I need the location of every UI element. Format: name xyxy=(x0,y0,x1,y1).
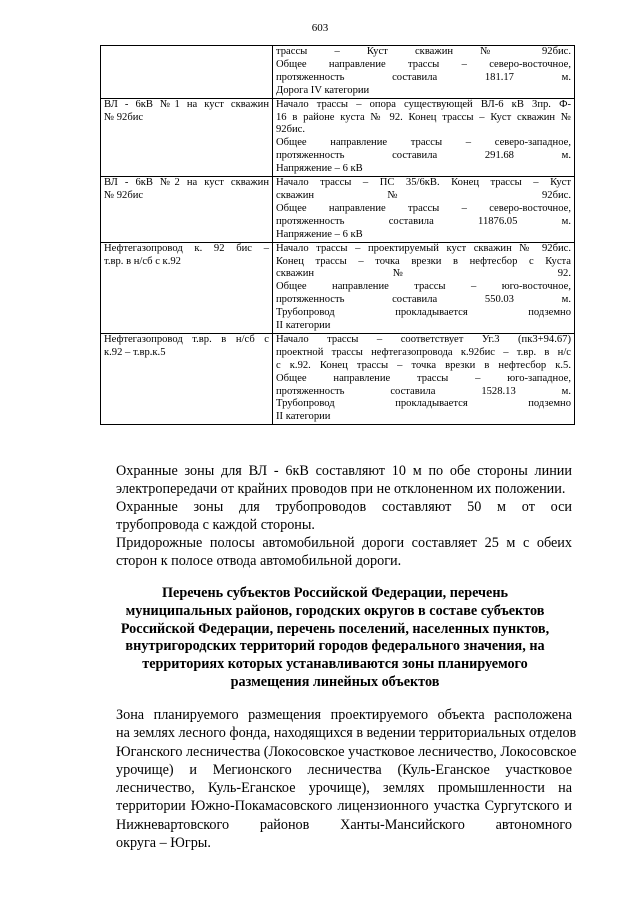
text-line: Напряжение – 6 кВ xyxy=(276,163,363,175)
text-line: трассы – Куст скважин № 92бис. xyxy=(276,46,571,57)
text-line: с к.92. Конец трассы – точка врезки в нефтесбор к.5. xyxy=(276,359,571,371)
text-line: т.вр. в н/сб с к.92 xyxy=(104,255,181,267)
text-line: Напряжение – 6 кВ xyxy=(276,228,363,240)
text-line: ВЛ - 6кВ №2 на куст скважин xyxy=(104,177,269,189)
linear-objects-table xyxy=(100,45,575,425)
text-line: к.92 – т.вр.к.5 xyxy=(104,346,166,358)
heading-line: Перечень субъектов Российской Федерации, перечень xyxy=(161,585,509,601)
text-line: протяженность составила 1528.13 м. xyxy=(276,385,571,397)
object-name-cell xyxy=(101,98,273,176)
object-description-cell xyxy=(273,46,575,99)
text-line: Трубопровод прокладывается подземно xyxy=(276,307,571,319)
text-line: № 92бис xyxy=(104,189,144,201)
text-line: Юганского лесничества (Локосовское участковое лесничество, Локосовское xyxy=(116,743,577,760)
heading-line: муниципальных районов, городских округов в составе субъектов xyxy=(125,602,545,619)
text-line: электропередачи от крайних проводов при не отклоненном их положении. xyxy=(116,481,566,498)
text-line: Нижневартовского районов Ханты-Мансийского автономного xyxy=(116,816,572,833)
object-description-cell xyxy=(273,98,575,176)
text-line: Общее направление трассы – юго-западное, xyxy=(276,372,571,384)
text-line: Начало трассы – опора существующей ВЛ-6 кВ 3пр. Ф- xyxy=(276,98,571,110)
paragraph-power-line-zones xyxy=(88,462,572,499)
table-row xyxy=(101,46,575,99)
paragraph-road-strips xyxy=(88,534,572,571)
object-name-cell xyxy=(101,242,273,333)
text-line: II категории xyxy=(276,411,331,423)
table-row xyxy=(101,333,575,424)
text-line: Общее направление трассы – северо-западное, xyxy=(276,137,571,149)
text-line: Общее направление трассы – юго-восточное, xyxy=(276,281,571,293)
text-line: Придорожные полосы автомобильной дороги составляет 25 м с обеих xyxy=(116,535,572,551)
heading-line: территориях которых устанавливаются зоны планируемого xyxy=(142,656,528,673)
table-row xyxy=(101,98,575,176)
text-line: сторон к полосе отвода автомобильной дороги. xyxy=(116,553,402,570)
text-line: трубопровода с каждой стороны. xyxy=(116,517,315,534)
table-row xyxy=(101,242,575,333)
text-line: Конец трассы – точка врезки в нефтесбор с Куста xyxy=(276,255,571,267)
text-line: Охранные зоны для трубопроводов составляют 50 м от оси xyxy=(116,499,572,515)
text-line: Нефтегазопровод т.вр. в н/сб с xyxy=(104,333,269,345)
text-line: Начало трассы – проектируемый куст скважин № 92бис. xyxy=(276,242,571,254)
text-line: урочище) и Мегионского лесничества (Куль-Еганское участковое xyxy=(116,761,572,778)
object-name-cell xyxy=(101,46,273,99)
text-line: Зона планируемого размещения проектируемого объекта расположена xyxy=(116,707,572,723)
text-line: Нефтегазопровод к. 92 бис – xyxy=(104,242,269,254)
text-line: II категории xyxy=(276,320,331,332)
page-number: 603 xyxy=(311,22,329,34)
object-description-cell xyxy=(273,177,575,243)
paragraph-placement-zone xyxy=(88,706,577,852)
text-line: 92бис. xyxy=(276,124,306,136)
heading-line: внутригородских территорий городов федерального значения, на xyxy=(125,638,545,655)
text-line: Дорога IV категории xyxy=(276,84,370,96)
table-row xyxy=(101,177,575,243)
object-name-cell xyxy=(101,177,273,243)
heading-line: размещения линейных объектов xyxy=(230,673,440,690)
text-line: 16 в районе куста № 92. Конец трассы – Куст скважин № xyxy=(276,111,571,123)
text-line: Начало трассы – ПС 35/6кВ. Конец трассы – Куст xyxy=(276,177,571,189)
text-line: скважин № 92бис. xyxy=(276,189,571,201)
text-line: Охранные зоны для ВЛ - 6кВ составляют 10 м по обе стороны линии xyxy=(116,463,572,479)
text-line: округа – Югры. xyxy=(116,835,211,852)
text-line: ВЛ - 6кВ №1 на куст скважин xyxy=(104,98,269,110)
heading-line: Российской Федерации, перечень поселений, населенных пунктов, xyxy=(120,620,550,637)
text-line: протяженность составила 550.03 м. xyxy=(276,294,571,306)
text-line: Общее направление трассы – северо-восточное, xyxy=(276,58,571,70)
text-line: протяженность составила 11876.05 м. xyxy=(276,215,571,227)
text-line: Трубопровод прокладывается подземно xyxy=(276,398,571,410)
text-line: протяженность составила 291.68 м. xyxy=(276,150,571,162)
section-heading xyxy=(100,585,570,692)
paragraph-pipeline-zones xyxy=(88,498,572,535)
object-description-cell xyxy=(273,333,575,424)
text-line: скважин № 92. xyxy=(276,268,571,280)
text-line: Начало трассы – соответствует Уг.3 (пк3+94.67) xyxy=(276,333,571,345)
object-name-cell xyxy=(101,333,273,424)
object-description-cell xyxy=(273,242,575,333)
text-line: лесничество, Куль-Еганское урочище), землях промышленности на xyxy=(116,780,572,797)
text-line: проектной трассы нефтегазопровода к.92бис – т.вр. в н/с xyxy=(276,346,571,358)
text-line: территории Южно-Покамасовского лицензионного участка Сургутского и xyxy=(116,798,572,815)
text-line: № 92бис xyxy=(104,111,144,123)
text-line: протяженность составила 181.17 м. xyxy=(276,71,571,83)
text-line: на землях лесного фонда, находящихся в ведении территориальных отделов xyxy=(116,725,577,742)
text-line: Общее направление трассы – северо-восточное, xyxy=(276,202,571,214)
